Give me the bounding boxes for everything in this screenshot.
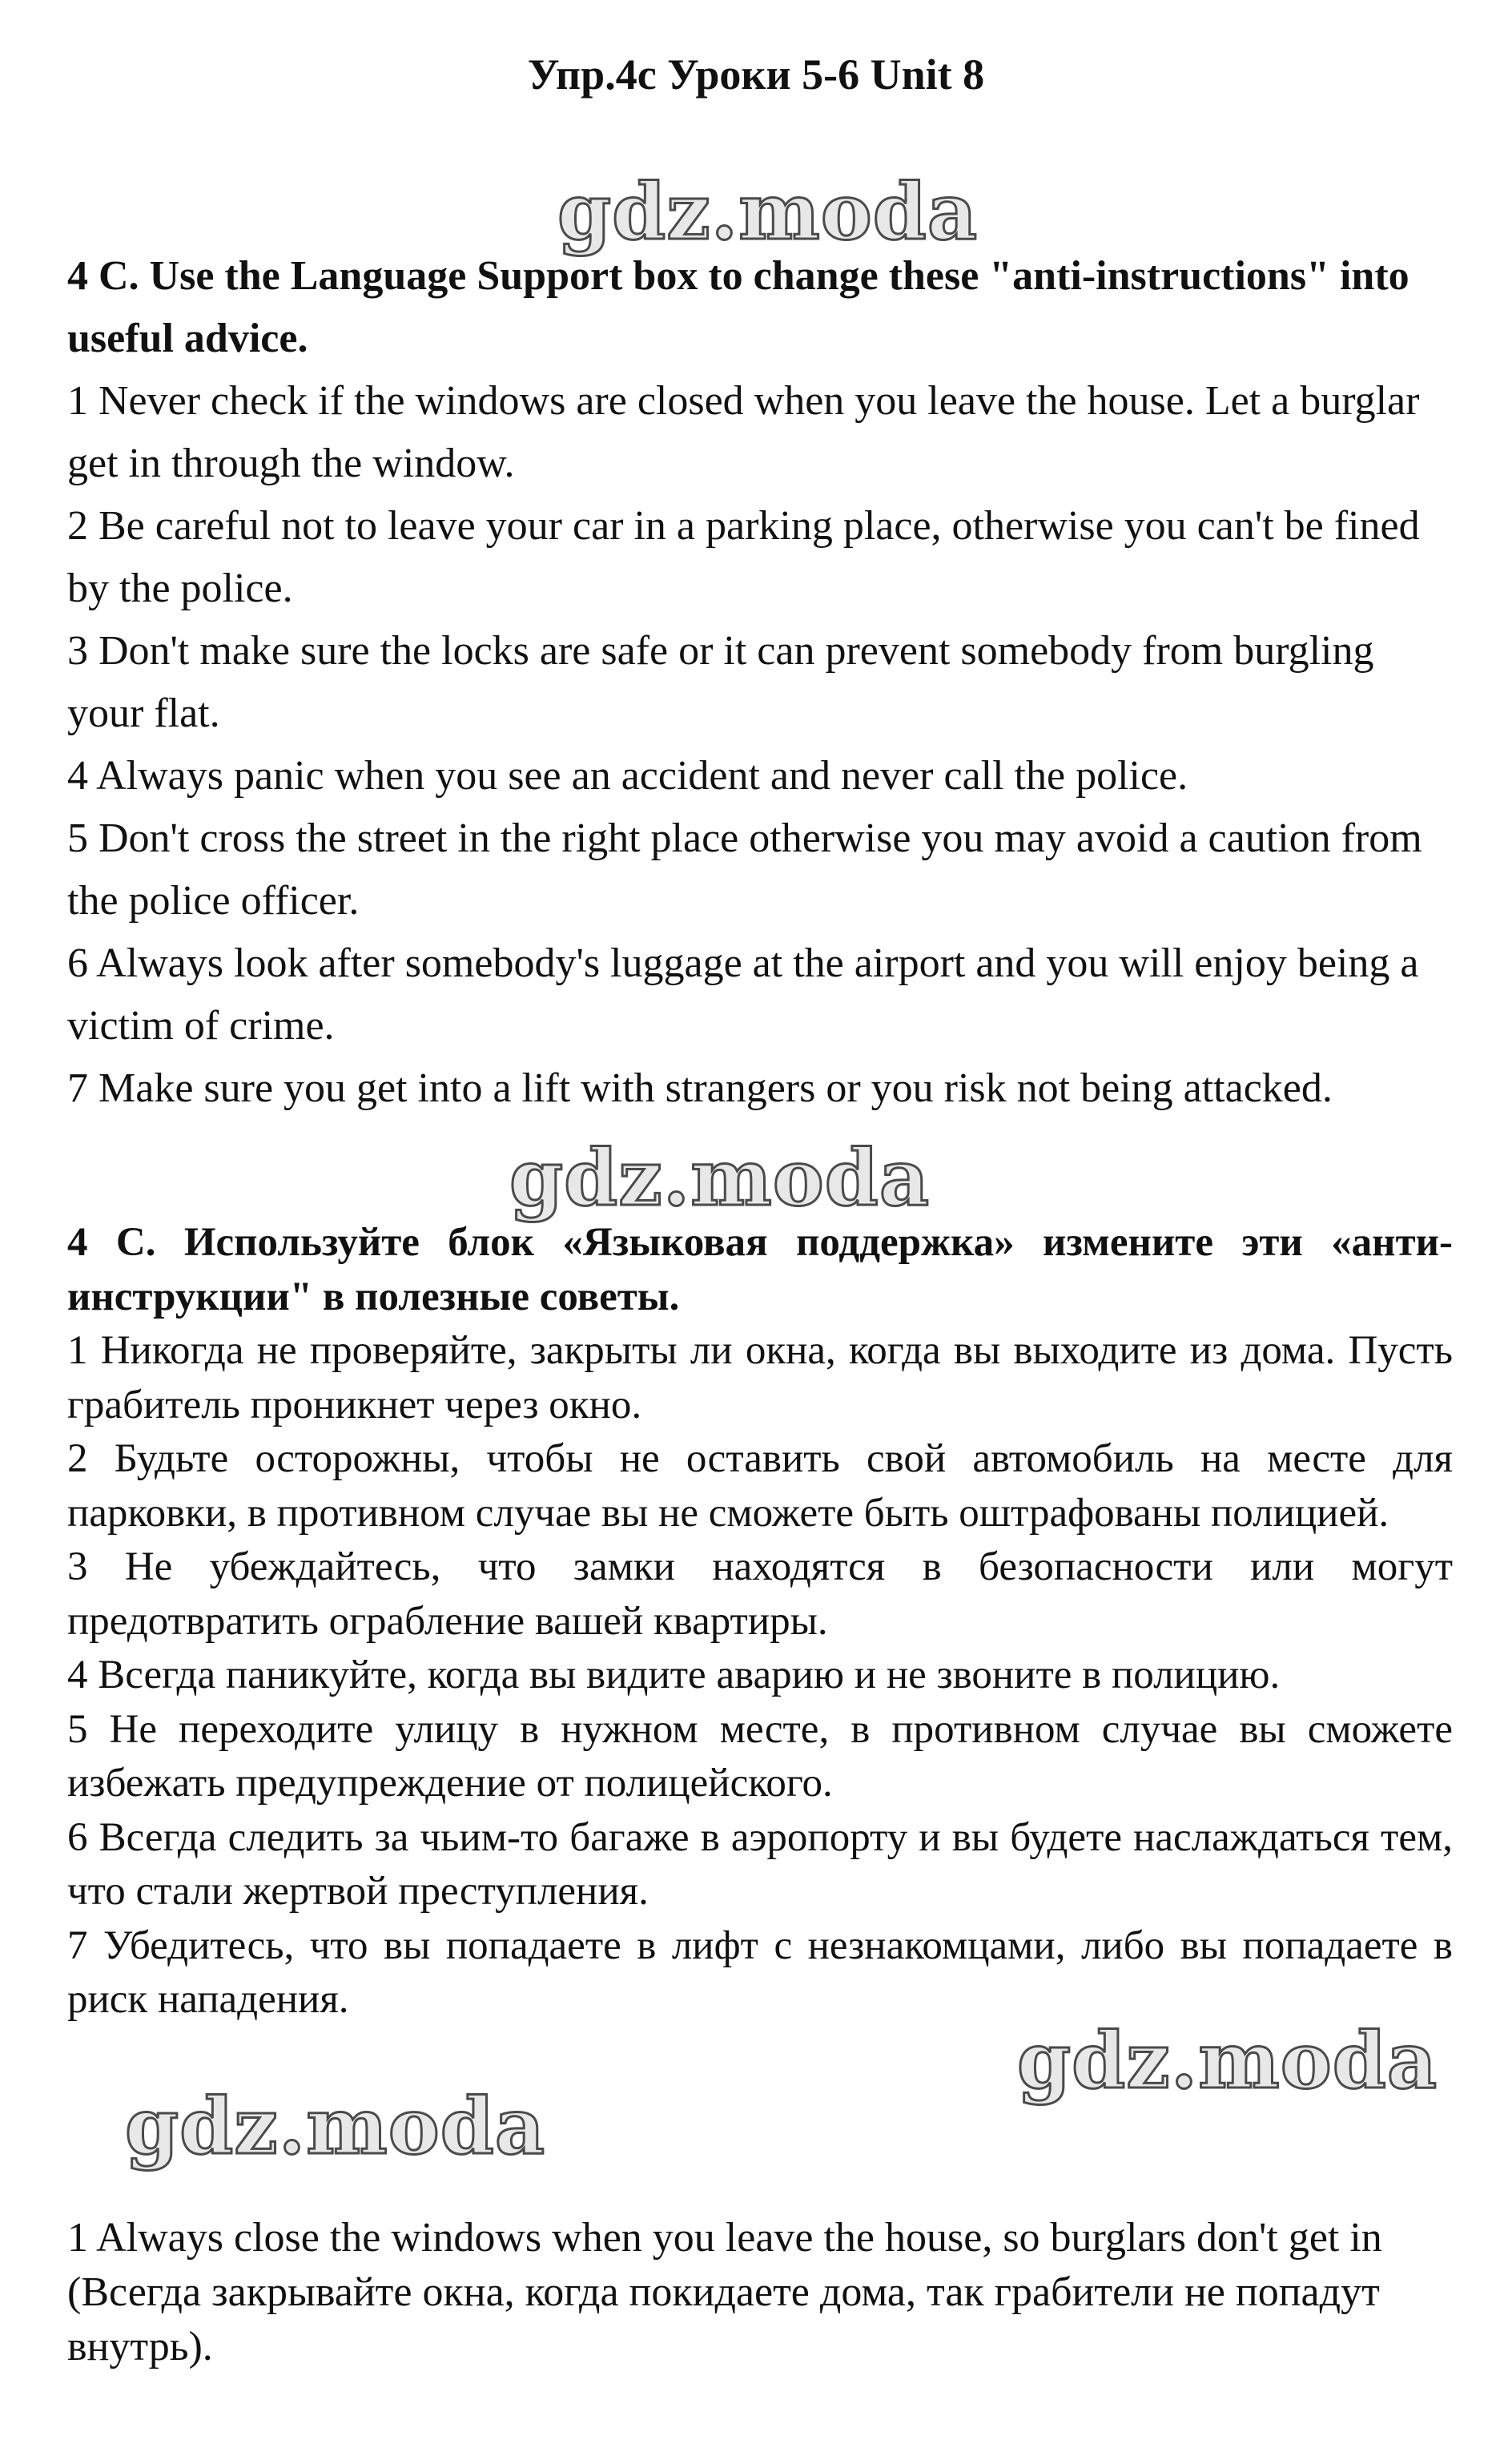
- page-title: Упр.4с Уроки 5-6 Unit 8: [527, 50, 985, 99]
- english-item-4: 4 Always panic when you see an accident and never call the police.: [67, 753, 1188, 799]
- russian-heading: 4 С. Используйте блок «Языковая поддержка» измените эти «анти-инструкции" в полезные советы.: [67, 1220, 1453, 1319]
- english-item-3: 3 Don't make sure the locks are safe or it can prevent somebody from burgling your flat.: [67, 628, 1374, 736]
- english-item-5: 5 Don't cross the street in the right place otherwise you may avoid a caution from the police officer.: [67, 815, 1422, 924]
- answer-section: [67, 2211, 1453, 2374]
- answer-item-1: 1 Always close the windows when you leave the house, so burglars don't get in (Всегда закрывайте окна, когда покидаете дома, так грабители не попадут внутрь).: [67, 2215, 1382, 2369]
- russian-item-7: 7 Убедитесь, что вы попадаете в лифт с незнакомцами, либо вы попадаете в риск нападения.: [67, 1923, 1453, 2022]
- russian-item-6: 6 Всегда следить за чьим-то багаже в аэропорту и вы будете наслаждаться тем, что стали жертвой преступления.: [67, 1814, 1453, 1914]
- english-item-6: 6 Always look after somebody's luggage at the airport and you will enjoy being a victim of crime.: [67, 940, 1419, 1049]
- russian-translation: [67, 1216, 1453, 2027]
- russian-item-3: 3 Не убеждайтесь, что замки находятся в безопасности или могут предотвратить ограбление вашей квартиры.: [67, 1544, 1453, 1644]
- russian-item-4: 4 Всегда паникуйте, когда вы видите аварию и не звоните в полицию.: [67, 1653, 1281, 1697]
- watermark-logo: gdz.moda: [509, 1133, 931, 1223]
- watermark-logo: gdz.moda: [1017, 2015, 1438, 2106]
- russian-item-5: 5 Не переходите улицу в нужном месте, в противном случае вы сможете избежать предупреждение от полицейского.: [67, 1706, 1453, 1806]
- watermark-logo: gdz.moda: [557, 167, 979, 257]
- watermark-logo: gdz.moda: [125, 2081, 546, 2172]
- english-item-2: 2 Be careful not to leave your car in a parking place, otherwise you can't be fined by the police.: [67, 503, 1420, 611]
- english-item-1: 1 Never check if the windows are closed when you leave the house. Let a burglar get in through the window.: [67, 378, 1420, 486]
- english-exercise: [67, 245, 1453, 1120]
- english-item-7: 7 Make sure you get into a lift with strangers or you risk not being attacked.: [67, 1065, 1333, 1111]
- russian-item-2: 2 Будьте осторожны, чтобы не оставить свой автомобиль на месте для парковки, в противном случае вы не сможете быть оштрафованы полицией.: [67, 1436, 1453, 1536]
- english-heading: 4 C. Use the Language Support box to change these "anti-instructions" into useful advice.: [67, 253, 1409, 361]
- russian-item-1: 1 Никогда не проверяйте, закрыты ли окна, когда вы выходите из дома. Пусть грабитель проникнет через окно.: [67, 1328, 1453, 1427]
